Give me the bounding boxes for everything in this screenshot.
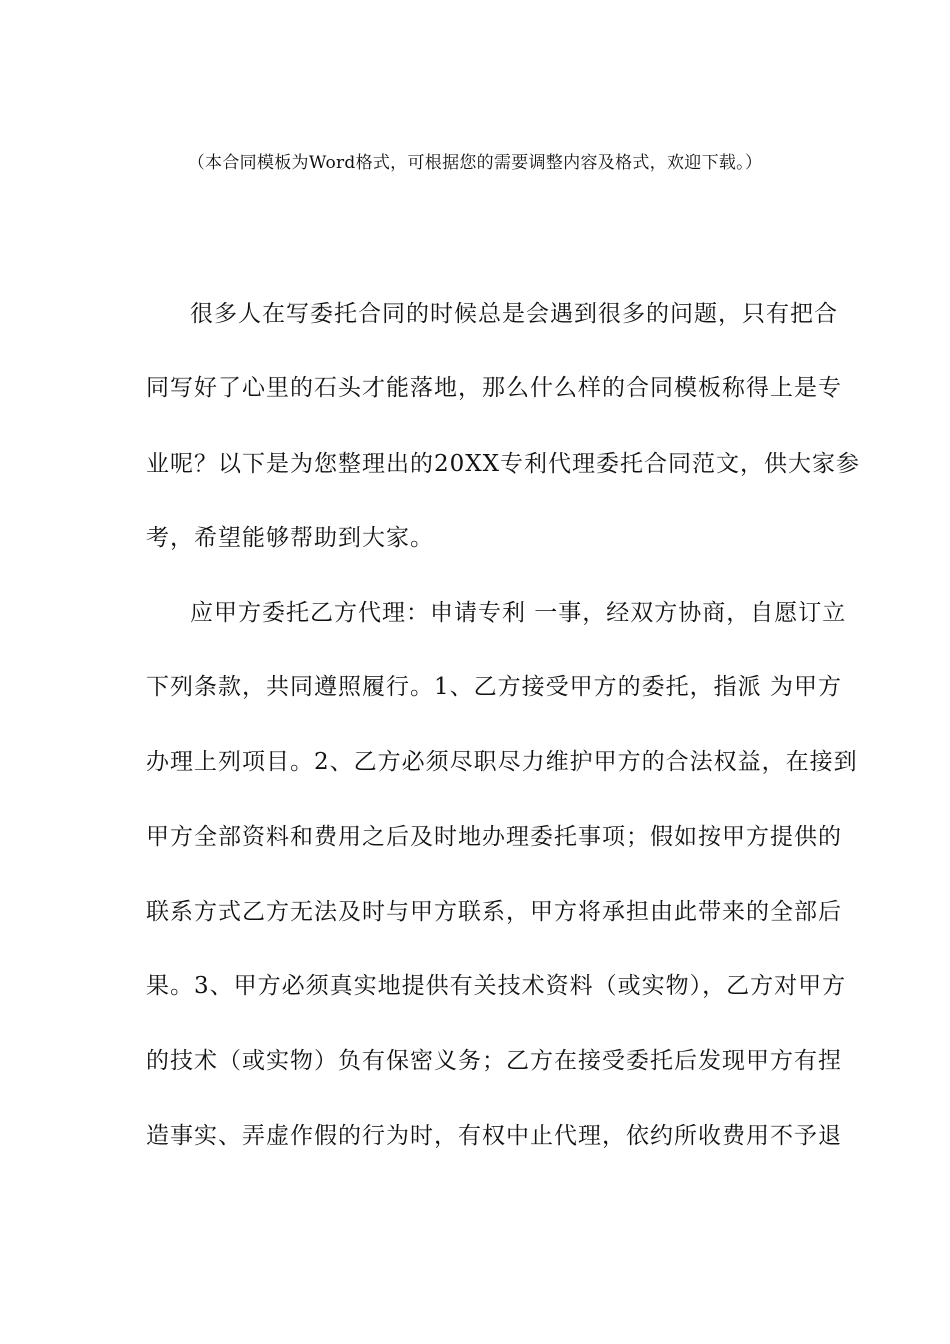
paragraph-2-line-7: 的技术（或实物）负有保密义务；乙方在接受委托后发现甲方有捏 [146, 1048, 842, 1074]
template-note: （本合同模板为Word格式，可根据您的需要调整内容及格式，欢迎下载。） [187, 153, 763, 173]
paragraph-1-line-1: 很多人在写委托合同的时候总是会遇到很多的问题，只有把合 [190, 301, 838, 327]
paragraph-2-line-5: 联系方式乙方无法及时与甲方联系，甲方将承担由此带来的全部后 [146, 899, 842, 925]
paragraph-2-line-1: 应甲方委托乙方代理：申请专利 一事，经双方协商，自愿订立 [190, 600, 847, 626]
paragraph-2-line-8: 造事实、弄虚作假的行为时，有权中止代理，依约所收费用不予退 [146, 1123, 842, 1149]
paragraph-1-line-2: 同写好了心里的石头才能落地，那么什么样的合同模板称得上是专 [146, 375, 842, 401]
paragraph-2-line-3: 办理上列项目。2、乙方必须尽职尽力维护甲方的合法权益，在接到 [146, 749, 858, 775]
paragraph-1-line-4: 考，希望能够帮助到大家。 [146, 525, 434, 551]
paragraph-2-line-6: 果。3、甲方必须真实地提供有关技术资料（或实物），乙方对甲方 [146, 973, 847, 999]
paragraph-1-line-3: 业呢？以下是为您整理出的20XX专利代理委托合同范文，供大家参 [146, 451, 861, 477]
paragraph-2-line-4: 甲方全部资料和费用之后及时地办理委托事项；假如按甲方提供的 [146, 824, 842, 850]
paragraph-2-line-2: 下列条款，共同遵照履行。1、乙方接受甲方的委托，指派 为甲方 [146, 674, 842, 700]
